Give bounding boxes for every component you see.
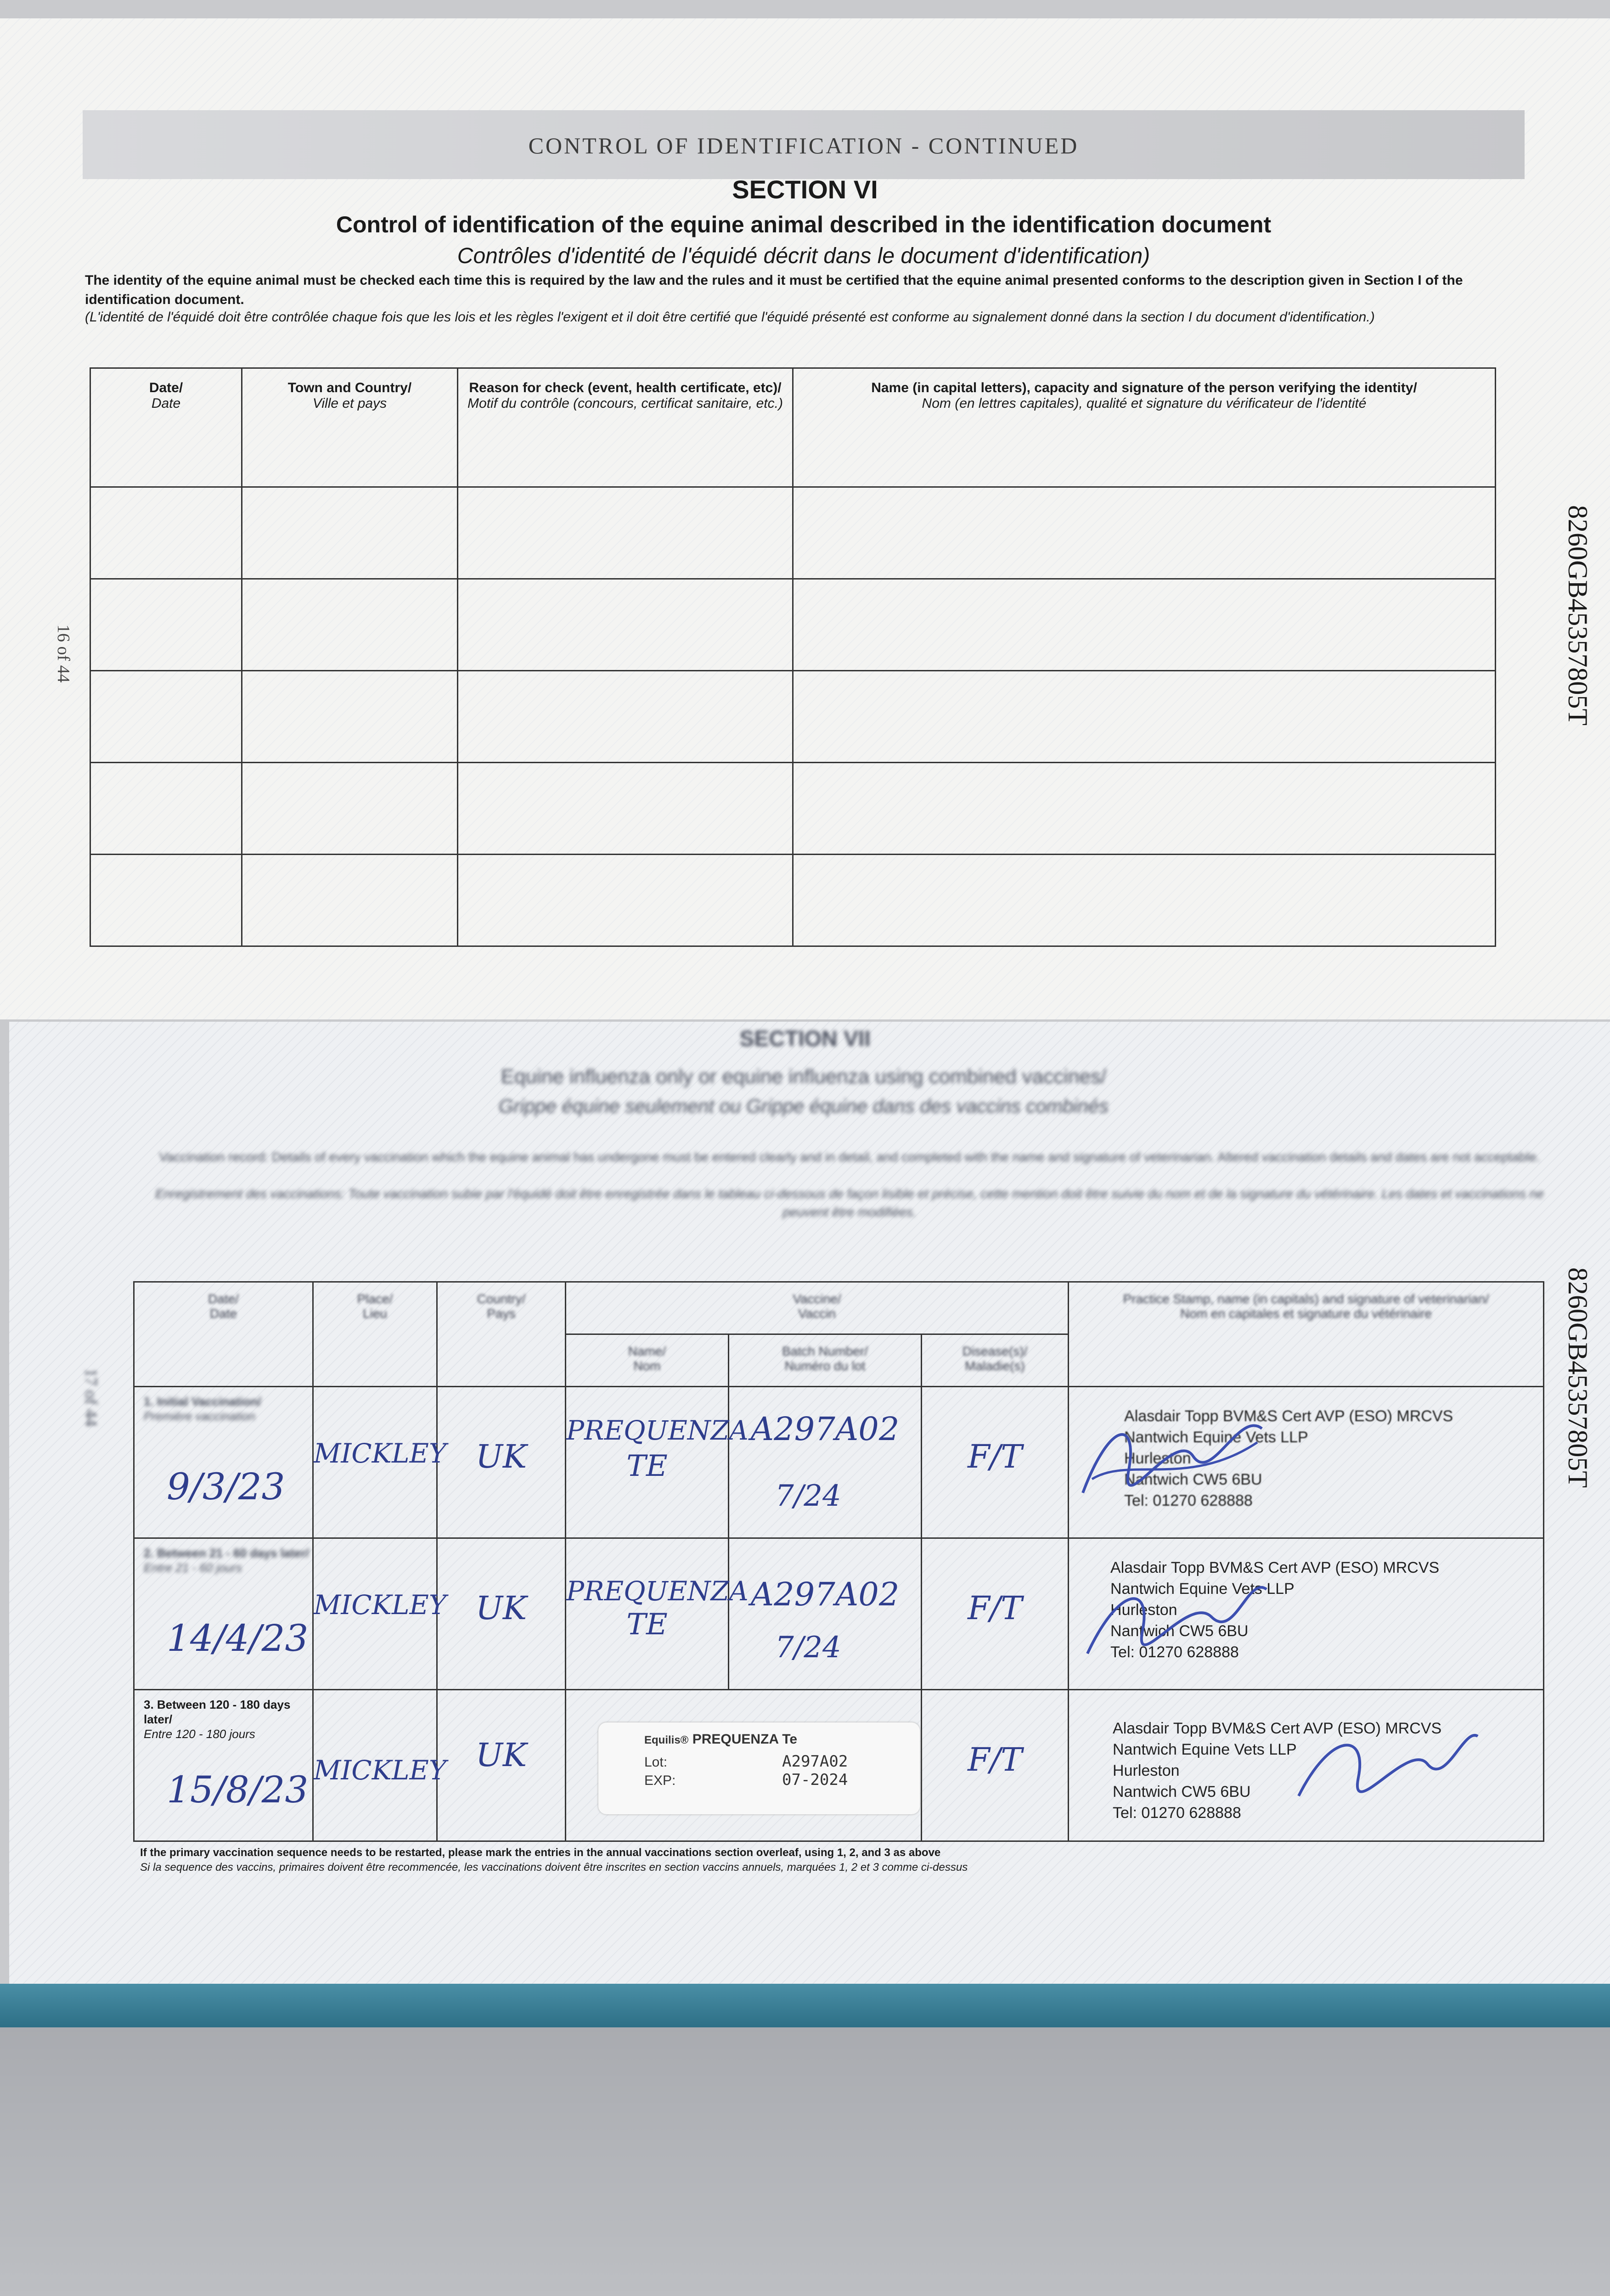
sticker-exp-label: EXP: bbox=[644, 1773, 676, 1788]
table-header-row bbox=[134, 1282, 1544, 1334]
handwritten-vaccine-suffix: TE bbox=[626, 1449, 668, 1483]
empty-cell bbox=[793, 487, 1496, 579]
handwritten-date: 15/8/23 bbox=[167, 1768, 309, 1811]
vaccine-batch-sticker bbox=[598, 1722, 920, 1814]
empty-cell bbox=[90, 579, 242, 671]
col-date: Date/ Date bbox=[90, 368, 242, 487]
stamp-cell bbox=[1069, 1387, 1544, 1538]
batch-cell bbox=[729, 1538, 922, 1690]
empty-cell bbox=[793, 763, 1496, 855]
section-vi-intro-fr: (L'identité de l'équidé doit être contrôlée chaque fois que les lois et les règles l'exigent et il doit être certifié que l'équidé présenté est conforme au signalement donné dans la section I du document d'identification.) bbox=[85, 310, 1375, 325]
passport-number-top: 8260GB45357805T bbox=[1563, 505, 1593, 726]
col-diseases: Disease(s)/ Maladie(s) bbox=[922, 1334, 1069, 1387]
practice-stamp: Alasdair Topp BVM&S Cert AVP (ESO) MRCVS Nantwich Equine Vets LLP Hurleston Nantwich CW5 6BU Tel: 01270 628888 bbox=[1110, 1559, 1440, 1661]
place-cell bbox=[313, 1387, 447, 1538]
vaccination-table bbox=[133, 1281, 1544, 1842]
handwritten-place: MICKLEY bbox=[314, 1755, 447, 1786]
handwritten-country: UK bbox=[475, 1589, 527, 1627]
handwritten-vaccine-name: PREQUENZA bbox=[566, 1415, 749, 1446]
empty-cell bbox=[458, 579, 793, 671]
vaccine-sticker-cell bbox=[566, 1690, 922, 1841]
disease-cell bbox=[922, 1690, 1069, 1841]
date-cell bbox=[134, 1690, 313, 1841]
sticker-brand: Equilis® PREQUENZA Te bbox=[644, 1732, 798, 1747]
empty-cell bbox=[793, 671, 1496, 763]
handwritten-place: MICKLEY bbox=[314, 1589, 447, 1621]
col-town-country: Town and Country/ Ville et pays bbox=[242, 368, 458, 487]
vaccine-name-cell bbox=[566, 1387, 749, 1538]
empty-cell bbox=[90, 855, 242, 946]
empty-cell bbox=[242, 671, 458, 763]
handwritten-country: UK bbox=[475, 1736, 527, 1774]
handwritten-vaccine-suffix: TE bbox=[626, 1608, 668, 1642]
section-vii-title: SECTION VII bbox=[739, 1027, 871, 1051]
vaccination-row-2 bbox=[134, 1538, 1544, 1690]
place-cell bbox=[313, 1690, 447, 1841]
date-cell bbox=[134, 1538, 313, 1690]
vaccination-row-1 bbox=[134, 1387, 1544, 1538]
sticker-exp: 07-2024 bbox=[782, 1771, 848, 1789]
handwritten-batch-exp: 7/24 bbox=[775, 1479, 841, 1513]
veterinarian-signature bbox=[1074, 1401, 1267, 1507]
empty-cell bbox=[242, 763, 458, 855]
stamp-cell bbox=[1069, 1538, 1544, 1690]
footnote-fr: Si la sequence des vaccins, primaires doivent être recommencée, les vaccinations doivent être inscrites en section vaccins annuels, marquées 1, 2 et 3 comme ci-dessus bbox=[140, 1861, 968, 1874]
section-vii-subtitle-en: Equine influenza only or equine influenza using combined vaccines/ bbox=[501, 1065, 1107, 1088]
empty-cell bbox=[793, 855, 1496, 946]
banner-title: CONTROL OF IDENTIFICATION - CONTINUED bbox=[528, 133, 1079, 158]
disease-cell bbox=[922, 1538, 1069, 1690]
empty-cell bbox=[90, 763, 242, 855]
col-date: Date/ Date bbox=[134, 1282, 313, 1387]
disease-cell bbox=[922, 1387, 1069, 1538]
table-row bbox=[90, 763, 1496, 855]
veterinarian-signature bbox=[1078, 1557, 1271, 1663]
table-row bbox=[90, 579, 1496, 671]
passport-number-bottom: 8260GB45357805T bbox=[1563, 1267, 1593, 1488]
interval-label: 1. Initial Vaccination/ Première vaccination bbox=[144, 1395, 261, 1423]
sticker-lot: A297A02 bbox=[782, 1752, 848, 1771]
section-vi-subtitle-en: Control of identification of the equine animal described in the identification document bbox=[336, 212, 1272, 237]
table-header-row bbox=[90, 368, 1496, 487]
handwritten-country: UK bbox=[475, 1438, 527, 1475]
empty-cell bbox=[242, 579, 458, 671]
handwritten-disease: F/T bbox=[968, 1589, 1022, 1627]
col-practice-stamp: Practice Stamp, name (in capitals) and signature of veterinarian/ Nom en capitales et signature du vétérinaire bbox=[1069, 1282, 1544, 1387]
passport-cover-edge bbox=[0, 1984, 1610, 2027]
practice-stamp: Alasdair Topp BVM&S Cert AVP (ESO) MRCVS Nantwich Equine Vets LLP Hurleston Nantwich CW5 6BU Tel: 01270 628888 bbox=[1113, 1720, 1442, 1822]
empty-cell bbox=[458, 855, 793, 946]
table-row bbox=[90, 671, 1496, 763]
empty-cell bbox=[90, 671, 242, 763]
table-row bbox=[90, 487, 1496, 579]
footnote-en: If the primary vaccination sequence needs to be restarted, please mark the entries in the annual vaccinations section overleaf, using 1, 2, and 3 as above bbox=[140, 1846, 941, 1859]
batch-cell bbox=[729, 1387, 922, 1538]
section-vii-subtitle-fr: Grippe équine seulement ou Grippe équine dans des vaccins combinés bbox=[498, 1095, 1109, 1117]
handwritten-disease: F/T bbox=[968, 1741, 1022, 1778]
date-cell bbox=[134, 1387, 313, 1538]
handwritten-batch: A297A02 bbox=[750, 1410, 900, 1448]
identity-check-table bbox=[90, 367, 1496, 947]
page-number-16: 16 of 44 bbox=[54, 625, 73, 683]
section-vii-intro-en: Vaccination record: Details of every vaccination which the equine animal has undergone must be entered clearly and in detail, and completed with the name and signature of veterinarian. Altered vaccination details and dates are not acceptable. bbox=[159, 1150, 1540, 1164]
scanner-background bbox=[0, 2027, 1610, 2296]
col-batch-number: Batch Number/ Numéro du lot bbox=[729, 1334, 922, 1387]
section-vi-title: SECTION VI bbox=[732, 175, 878, 204]
col-vaccine: Vaccine/ Vaccin bbox=[566, 1282, 1069, 1334]
col-vaccine-name: Name/ Nom bbox=[566, 1334, 729, 1387]
empty-cell bbox=[458, 487, 793, 579]
country-cell bbox=[437, 1387, 566, 1538]
section-vi-subtitle-fr: Contrôles d'identité de l'équidé décrit dans le document d'identification) bbox=[457, 244, 1150, 268]
handwritten-batch: A297A02 bbox=[750, 1576, 900, 1613]
handwritten-disease: F/T bbox=[968, 1438, 1022, 1475]
vaccine-name-cell bbox=[566, 1538, 749, 1690]
col-reason: Reason for check (event, health certificate, etc)/ Motif du contrôle (concours, certificat sanitaire, etc.) bbox=[458, 368, 793, 487]
country-cell bbox=[437, 1538, 566, 1690]
col-country: Country/ Pays bbox=[437, 1282, 566, 1387]
empty-cell bbox=[793, 579, 1496, 671]
handwritten-date: 9/3/23 bbox=[167, 1465, 285, 1508]
section-vi-intro-en: The identity of the equine animal must be checked each time this is required by the law and the rules and it must be certified that the equine animal presented conforms to the description given in Section I of the identification document. bbox=[85, 273, 1463, 307]
interval-label: 2. Between 21 - 60 days later/ Entre 21 - 60 jours bbox=[144, 1546, 309, 1575]
vaccination-row-3 bbox=[134, 1690, 1544, 1841]
empty-cell bbox=[458, 763, 793, 855]
page-banner bbox=[83, 110, 1525, 179]
empty-cell bbox=[242, 487, 458, 579]
empty-cell bbox=[90, 487, 242, 579]
page-number-17: 17 of 44 bbox=[81, 1368, 101, 1427]
col-place: Place/ Lieu bbox=[313, 1282, 437, 1387]
table-row bbox=[90, 855, 1496, 946]
empty-cell bbox=[458, 671, 793, 763]
handwritten-date: 14/4/23 bbox=[167, 1617, 309, 1660]
handwritten-vaccine-name: PREQUENZA bbox=[566, 1576, 749, 1607]
interval-label: 3. Between 120 - 180 days later/ Entre 120 - 180 jours bbox=[144, 1698, 291, 1741]
stamp-cell bbox=[1069, 1690, 1544, 1841]
handwritten-place: MICKLEY bbox=[314, 1438, 447, 1469]
country-cell bbox=[437, 1690, 566, 1841]
place-cell bbox=[313, 1538, 447, 1690]
handwritten-batch-exp: 7/24 bbox=[775, 1631, 841, 1665]
section-vii-intro-fr: Enregistrement des vaccinations: Toute vaccination subie par l'équidé doit être enregistrée dans le tableau ci-dessous de façon lisible et précise, cette mention doit être suivie du nom et de la signature du vétérinaire. Les dates et vaccinations ne peuvent être modifiées. bbox=[155, 1187, 1544, 1219]
sticker-lot-label: Lot: bbox=[644, 1755, 668, 1770]
empty-cell bbox=[242, 855, 458, 946]
practice-stamp: Alasdair Topp BVM&S Cert AVP (ESO) MRCVS Nantwich Equine Vets LLP Hurleston Nantwich CW5 6BU Tel: 01270 628888 bbox=[1124, 1407, 1453, 1509]
col-verifier: Name (in capital letters), capacity and signature of the person verifying the identity/ Nom (en lettres capitales), qualité et signature du vérificateur de l'identité bbox=[793, 368, 1496, 487]
veterinarian-signature bbox=[1289, 1713, 1482, 1819]
